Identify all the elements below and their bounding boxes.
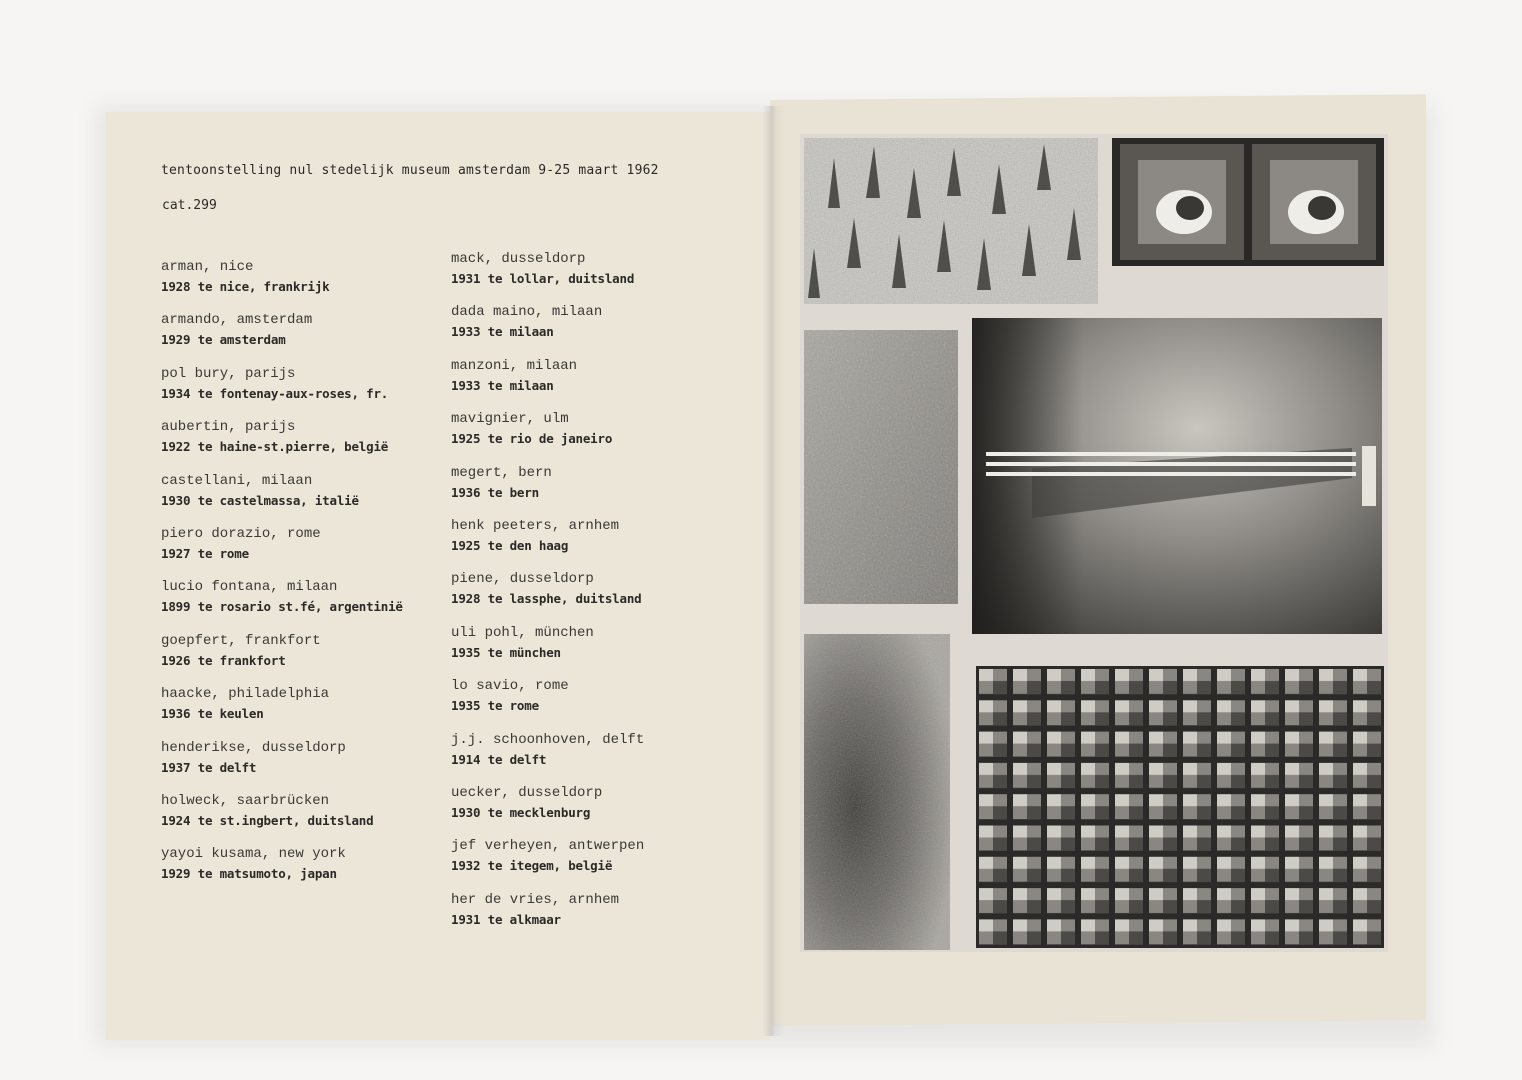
- artist-name: lucio fontana, milaan: [161, 579, 338, 596]
- artist-name: haacke, philadelphia: [161, 686, 330, 703]
- page-gutter: [762, 106, 784, 1036]
- artist-name: lo savio, rome: [451, 678, 569, 695]
- artist-entry: [161, 471, 403, 524]
- artist-entry: [451, 623, 644, 676]
- artist-entry: [451, 249, 644, 302]
- artist-entry: [161, 524, 403, 577]
- catalog-header: tentoonstelling nul stedelijk museum amsterdam 9-25 maart 1962: [161, 163, 659, 178]
- artist-name: her de vries, arnhem: [451, 891, 620, 908]
- artist-name: uli pohl, münchen: [451, 624, 594, 641]
- artist-birth: 1914 te delft: [451, 751, 547, 767]
- rods-photo: [972, 318, 1382, 634]
- artist-birth: 1931 te alkmaar: [451, 911, 561, 927]
- artist-column-right: [451, 249, 644, 943]
- artist-name: jef verheyen, antwerpen: [451, 838, 645, 855]
- artist-name: aubertin, parijs: [161, 419, 296, 436]
- artist-birth: 1936 te bern: [451, 484, 539, 500]
- artist-column-left: [161, 257, 403, 898]
- artist-name: holweck, saarbrücken: [161, 792, 330, 809]
- grid-relief-image: [976, 666, 1384, 948]
- artist-entry: [451, 516, 644, 569]
- artist-entry: [451, 356, 644, 409]
- artist-birth: 1929 te matsumoto, japan: [161, 866, 337, 882]
- artist-birth: 1935 te münchen: [451, 644, 561, 660]
- artist-entry: [451, 409, 644, 462]
- artist-entry: [451, 302, 644, 355]
- artist-birth: 1934 te fontenay-aux-roses, fr.: [161, 385, 389, 401]
- catalog-number: cat.299: [162, 198, 217, 213]
- artist-entry: [161, 364, 403, 417]
- artist-entry: [451, 890, 644, 943]
- artist-birth: 1922 te haine-st.pierre, belgië: [161, 439, 389, 455]
- egg-relief-image: [1112, 138, 1384, 266]
- artist-entry: [451, 836, 644, 889]
- grey-panel-image: [804, 330, 958, 604]
- artist-name: uecker, dusseldorp: [451, 784, 603, 801]
- rods-image: [972, 318, 1382, 634]
- artist-entry: [161, 844, 403, 897]
- artist-birth: 1937 te delft: [161, 759, 257, 775]
- photo-collage: [800, 134, 1388, 952]
- artist-birth: 1924 te st.ingbert, duitsland: [161, 812, 374, 828]
- artist-entry: [451, 783, 644, 836]
- artist-name: arman, nice: [161, 259, 254, 275]
- artist-birth: 1928 te nice, frankrijk: [161, 279, 330, 294]
- dark-field-photo: [804, 634, 950, 950]
- artist-name: mack, dusseldorp: [451, 251, 586, 267]
- egg-relief-photo: [1112, 138, 1384, 266]
- artist-birth: 1932 te itegem, belgië: [451, 858, 613, 874]
- artist-birth: 1928 te lassphe, duitsland: [451, 591, 642, 607]
- artist-birth: 1933 te milaan: [451, 377, 554, 393]
- artist-birth: 1925 te den haag: [451, 537, 569, 553]
- artist-name: castellani, milaan: [161, 472, 313, 489]
- artist-birth: 1933 te milaan: [451, 324, 554, 340]
- artist-name: armando, amsterdam: [161, 312, 313, 329]
- artist-name: henderikse, dusseldorp: [161, 739, 346, 756]
- artist-name: j.j. schoonhoven, delft: [451, 731, 645, 748]
- artist-birth: 1936 te keulen: [161, 706, 264, 722]
- artist-name: henk peeters, arnhem: [451, 517, 620, 534]
- artist-birth: 1931 te lollar, duitsland: [451, 271, 635, 286]
- artist-birth: 1930 te mecklenburg: [451, 804, 591, 820]
- artist-birth: 1925 te rio de janeiro: [451, 431, 613, 447]
- artist-entry: [161, 257, 403, 310]
- artist-birth: 1930 te castelmassa, italië: [161, 492, 359, 508]
- dark-field-image: [804, 634, 950, 950]
- artist-entry: [451, 676, 644, 729]
- artist-name: megert, bern: [451, 464, 552, 481]
- artist-entry: [161, 684, 403, 737]
- artist-birth: 1927 te rome: [161, 545, 249, 561]
- artist-entry: [161, 631, 403, 684]
- artist-birth: 1899 te rosario st.fé, argentinië: [161, 599, 403, 615]
- relief-image: [804, 138, 1098, 304]
- artist-name: yayoi kusama, new york: [161, 846, 346, 863]
- artist-entry: [161, 310, 403, 363]
- artist-entry: [161, 577, 403, 630]
- relief-photo: [804, 138, 1098, 304]
- artist-name: pol bury, parijs: [161, 365, 296, 382]
- artist-name: goepfert, frankfort: [161, 632, 321, 649]
- artist-entry: [451, 569, 644, 622]
- artist-name: mavignier, ulm: [451, 411, 569, 428]
- artist-name: manzoni, milaan: [451, 357, 578, 374]
- artist-birth: 1935 te rome: [451, 698, 539, 714]
- artist-name: piene, dusseldorp: [451, 571, 594, 588]
- grey-panel-photo: [804, 330, 958, 604]
- grid-relief-photo: [976, 666, 1384, 948]
- artist-entry: [161, 791, 403, 844]
- artist-entry: [451, 463, 644, 516]
- artist-name: piero dorazio, rome: [161, 525, 321, 542]
- artist-entry: [451, 730, 644, 783]
- artist-birth: 1929 te amsterdam: [161, 332, 286, 348]
- artist-entry: [161, 417, 403, 470]
- artist-birth: 1926 te frankfort: [161, 652, 286, 668]
- artist-entry: [161, 738, 403, 791]
- artist-name: dada maino, milaan: [451, 304, 603, 321]
